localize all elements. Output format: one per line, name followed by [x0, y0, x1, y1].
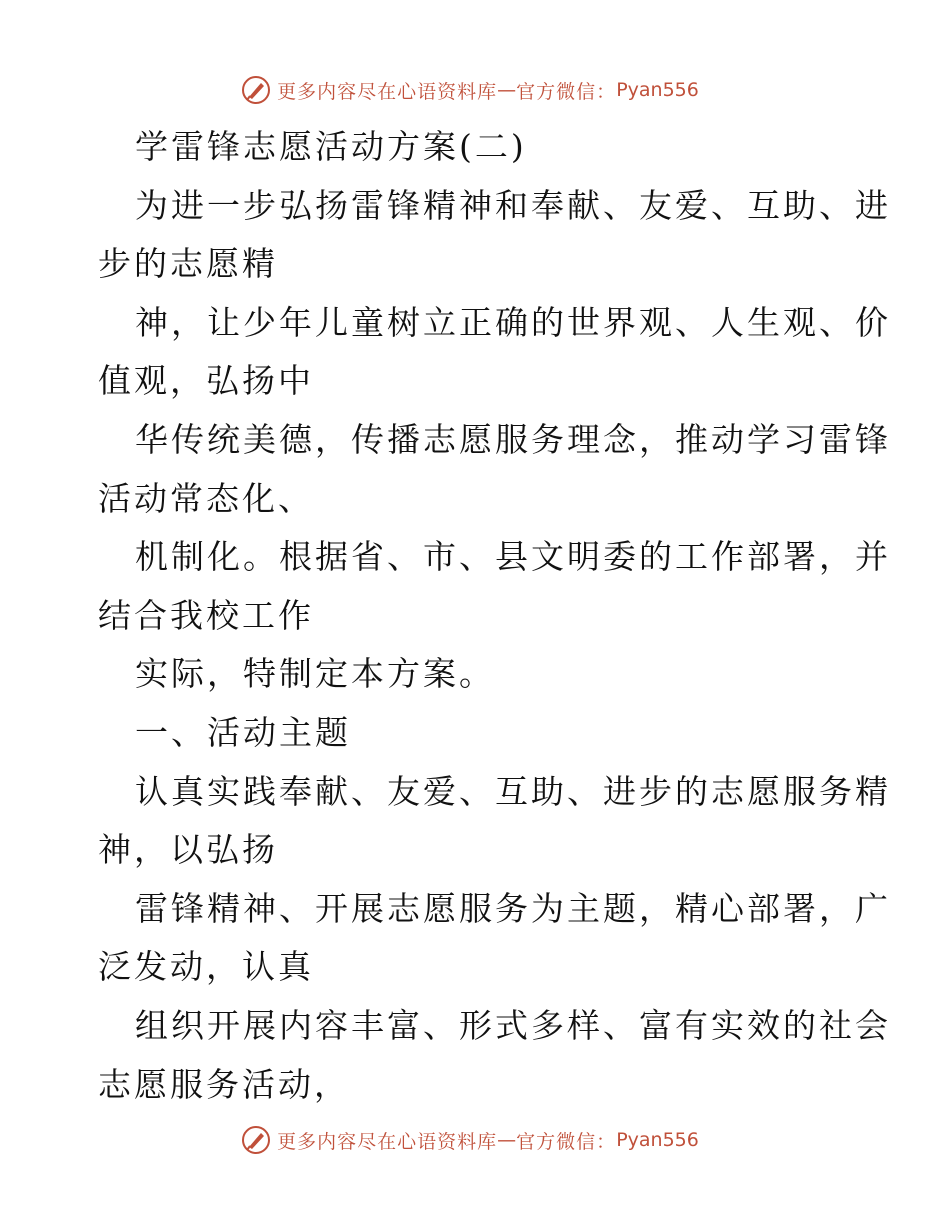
banner-wechat-label: 官方微信：	[516, 1130, 617, 1153]
paragraph-line: 组织开展内容丰富、形式多样、富有实效的社会	[135, 1005, 891, 1045]
paragraph-line: 神，让少年儿童树立正确的世界观、人生观、价	[135, 302, 891, 342]
banner-main-text: 更多内容尽在心语资料库	[277, 1130, 498, 1153]
document-body	[98, 118, 891, 1114]
header-watermark-banner	[0, 70, 950, 110]
paragraph-line: 神，以弘扬	[98, 830, 278, 870]
banner-wechat-handle: Pyan556	[616, 1129, 699, 1151]
section-heading: 一、活动主题	[135, 712, 351, 752]
banner-wechat-handle: Pyan556	[616, 79, 699, 101]
paragraph-line: 步的志愿精	[98, 244, 278, 284]
quill-logo-icon	[241, 1125, 271, 1155]
banner-main-text: 更多内容尽在心语资料库	[277, 80, 498, 103]
paragraph-line: 为进一步弘扬雷锋精神和奉献、友爱、互助、进	[135, 185, 891, 225]
banner-dash: —	[497, 1129, 517, 1151]
paragraph-line: 实际，特制定本方案。	[135, 654, 495, 694]
quill-logo-icon	[241, 75, 271, 105]
footer-watermark-banner	[0, 1120, 950, 1160]
paragraph-line: 活动常态化、	[98, 478, 314, 518]
paragraph-line: 雷锋精神、开展志愿服务为主题，精心部署，广	[135, 888, 891, 928]
paragraph-line: 华传统美德，传播志愿服务理念，推动学习雷锋	[135, 419, 891, 459]
paragraph-line: 志愿服务活动，	[98, 1064, 350, 1104]
banner-dash: —	[497, 79, 517, 101]
paragraph-line: 结合我校工作	[98, 595, 314, 635]
document-title: 学雷锋志愿活动方案(二)	[135, 127, 527, 166]
banner-wechat-label: 官方微信：	[516, 80, 617, 103]
paragraph-line: 机制化。根据省、市、县文明委的工作部署，并	[135, 537, 891, 577]
paragraph-line: 认真实践奉献、友爱、互助、进步的志愿服务精	[135, 771, 891, 811]
paragraph-line: 泛发动，认真	[98, 947, 314, 987]
paragraph-line: 值观，弘扬中	[98, 361, 314, 401]
